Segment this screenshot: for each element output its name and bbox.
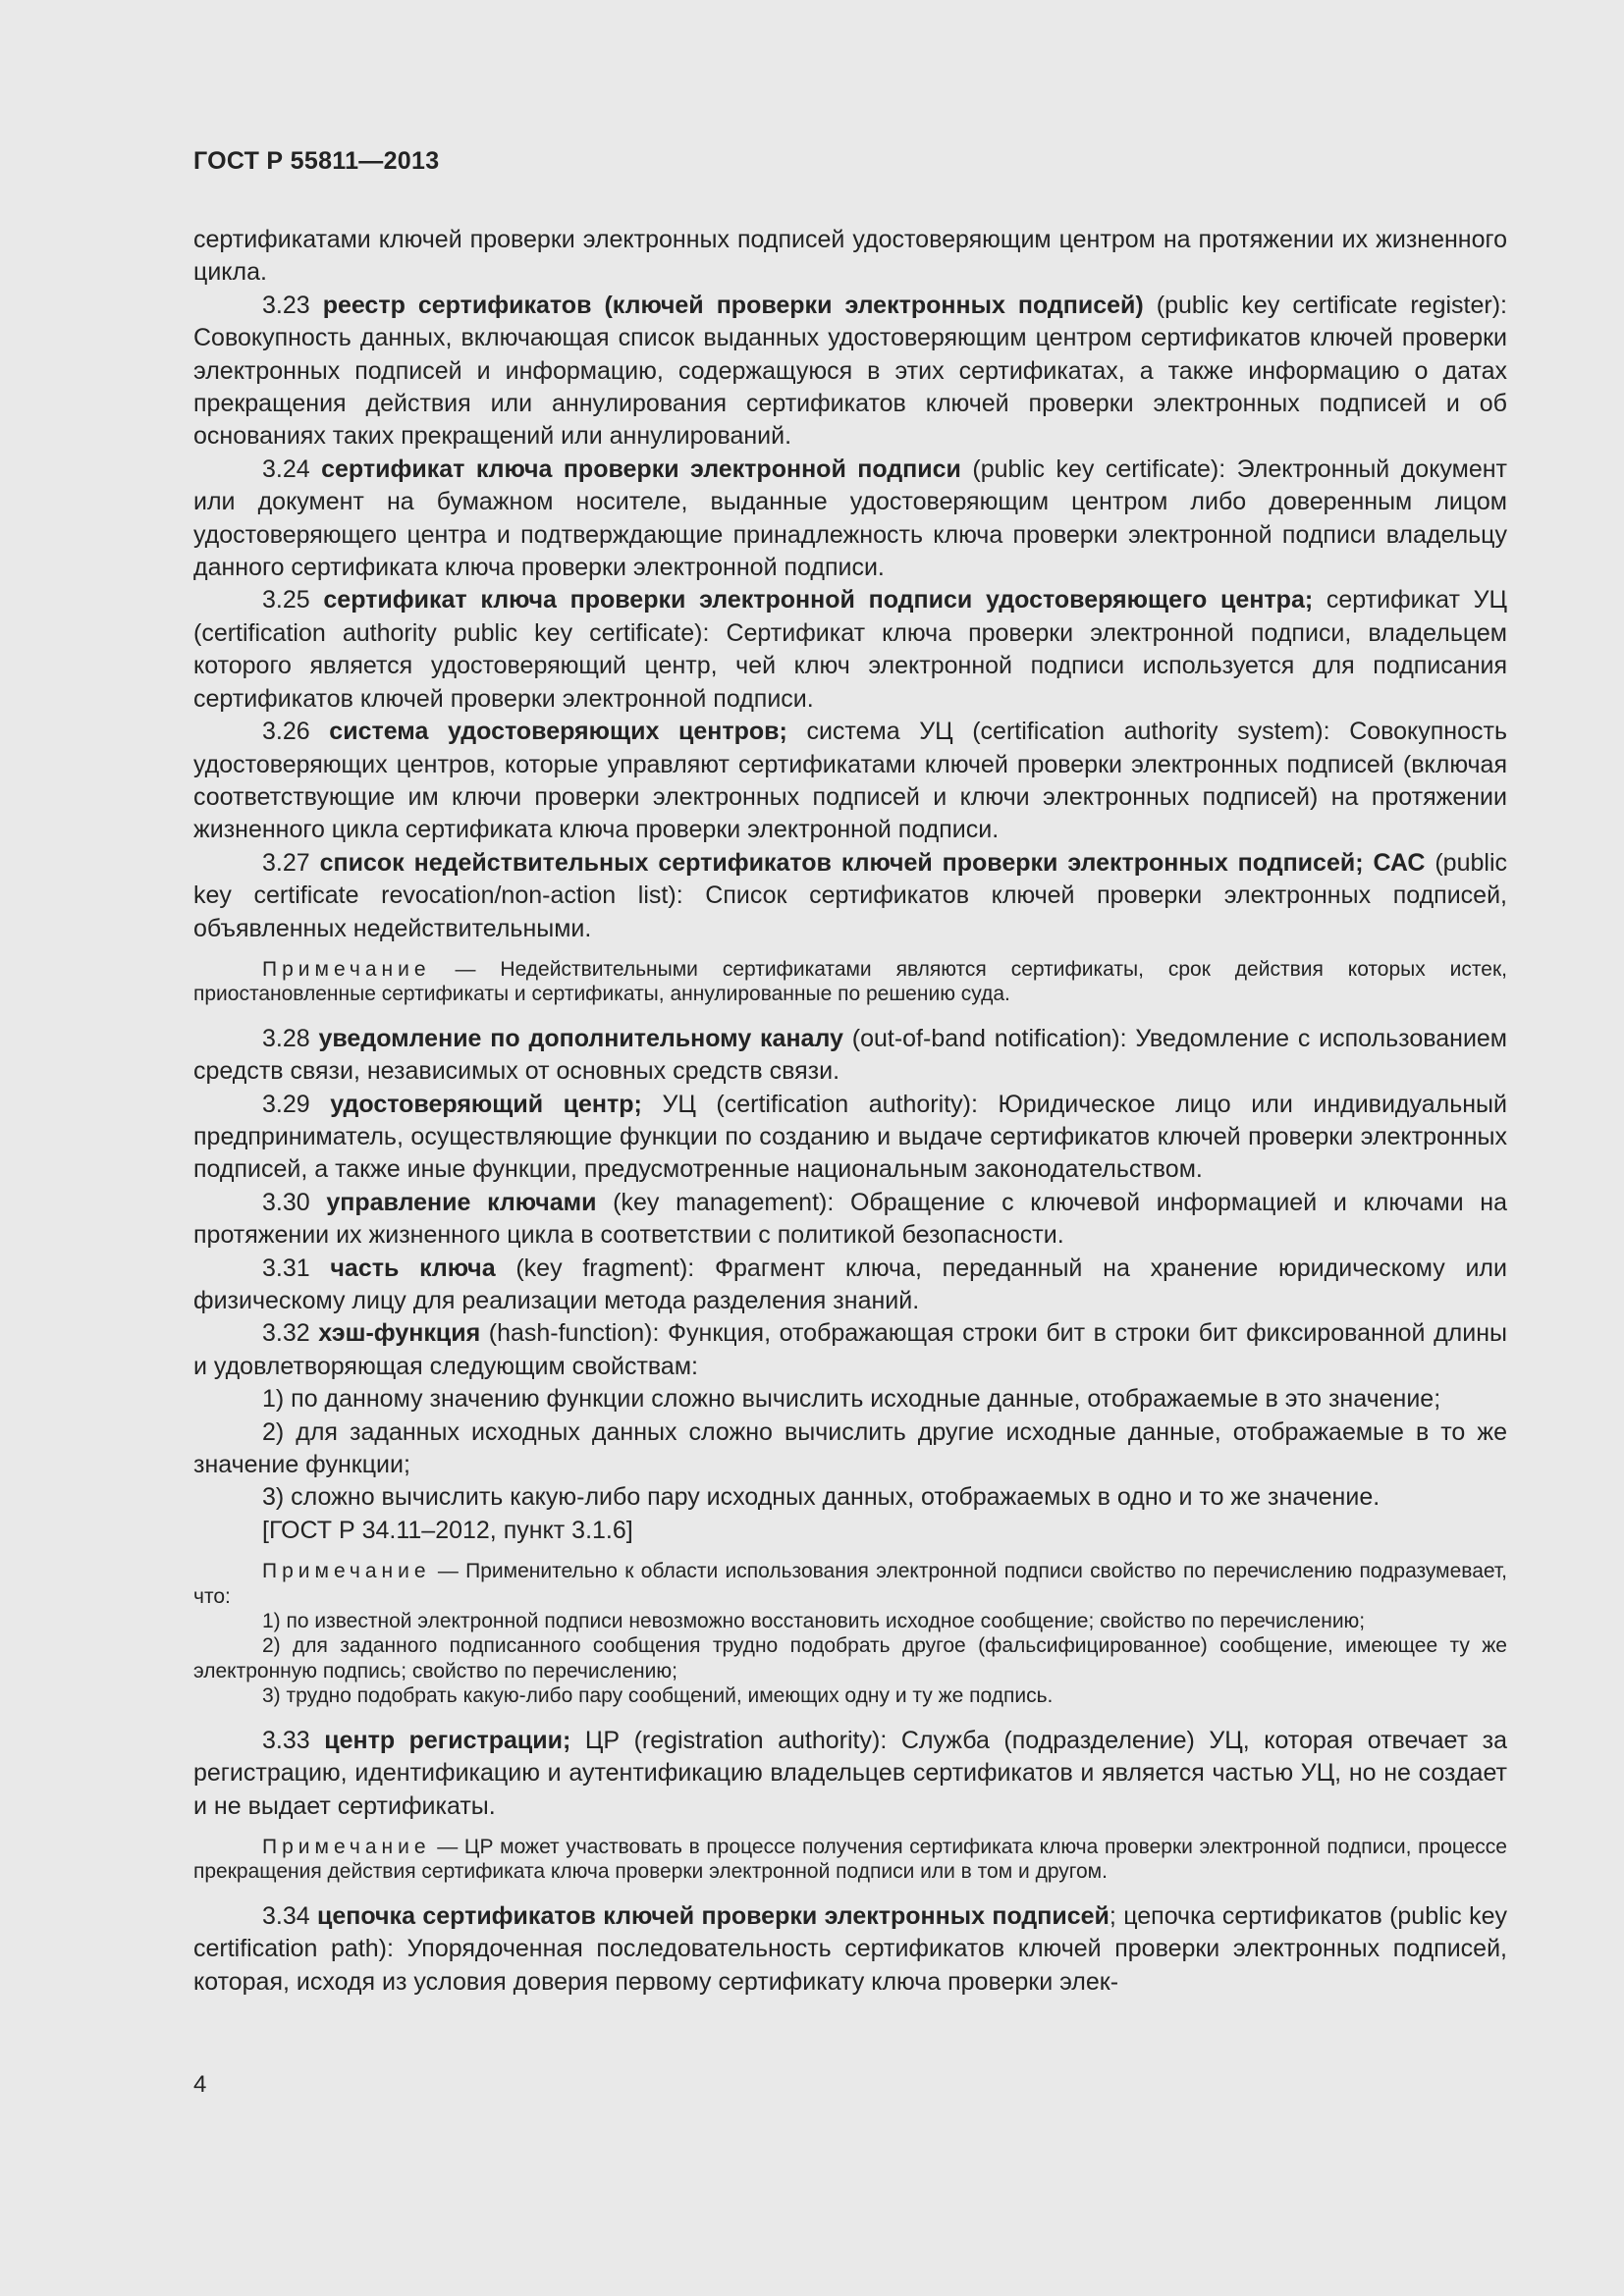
term-bold: цепочка сертификатов ключей проверки электронных подписей [317, 1901, 1110, 1930]
text-run: УЦ (certification authority): Юридическое лицо или индивидуальный предприниматель, осуществляющие функции по созданию и выдаче сертификатов ключей проверки электронных подписей, а также иные функции, предусмотренные национальным законодательством. [193, 1090, 1507, 1184]
term-bold: центр регистрации; [324, 1726, 571, 1754]
note-paragraph [193, 1683, 1507, 1708]
text-run: 3) сложно вычислить какую-либо пару исходных данных, отображаемых в одно и то же значение. [262, 1483, 1380, 1512]
body-paragraph [193, 1900, 1507, 1999]
term-bold: список недействительных сертификатов ключей проверки электронных подписей; САС [319, 848, 1426, 877]
note-paragraph [193, 1609, 1507, 1633]
document-body [193, 224, 1507, 1999]
term-bold: хэш-функция [318, 1319, 481, 1348]
text-run: 3.25 [262, 586, 324, 614]
text-run: (key management): Обращение с ключевой информацией и ключами на протяжении их жизненного цикла в соответствии с политикой безопасности. [193, 1188, 1508, 1250]
text-run: — Недействительными сертификатами являются сертификаты, срок действия которых истек, приостановленные сертификаты и сертификаты, аннулированные по решению суда. [193, 957, 1507, 1006]
term-bold: реестр сертификатов (ключей проверки электронных подписей) [322, 291, 1144, 319]
note-paragraph [193, 957, 1507, 1007]
body-paragraph [193, 1253, 1507, 1318]
note-label: Примечание [262, 1835, 431, 1858]
body-paragraph [193, 1383, 1507, 1415]
body-paragraph [193, 454, 1507, 585]
note-paragraph [193, 1835, 1507, 1885]
note-paragraph [193, 1633, 1507, 1683]
body-paragraph [193, 847, 1507, 945]
text-run: 3.34 [262, 1901, 318, 1930]
text-run: (public key certificate): Электронный документ или документ на бумажном носителе, выданные удостоверяющим центром либо доверенным лицом удостоверяющего центра и подтверждающие принадлежность ключа проверки электронной подписи владельцу данного сертификата ключа проверки электронной подписи. [193, 454, 1507, 582]
text-run: (public key certificate register): Совокупность данных, включающая список выданных удостоверяющим центром сертификатов ключей проверки электронных подписей и информацию, содержащуюся в этих сертификатах, а также информацию о датах прекращения действия или аннулирования сертификатов ключей проверки электронных подписей и об основаниях таких прекращений или аннулирований. [193, 291, 1507, 451]
text-run: (out-of-band notification): Уведомление с использованием средств связи, независимых от основных средств связи. [193, 1024, 1507, 1086]
text-run: — Применительно к области использования электронной подписи свойство по перечислению подразумевает, что: [193, 1560, 1507, 1608]
text-run: 2) для заданных исходных данных сложно вычислить другие исходные данные, отображаемые в то же значение функции; [193, 1417, 1507, 1479]
term-bold: система удостоверяющих центров; [329, 718, 787, 746]
text-run: ; цепочка сертификатов (public key certification path): Упорядоченная последовательность сертификатов ключей проверки электронных подписей, которая, исходя из условия доверия первому сертификату ключа проверки элек- [193, 1901, 1507, 1996]
note-paragraph [193, 1559, 1507, 1609]
text-run: ЦР (registration authority): Служба (подразделение) УЦ, которая отвечает за регистрацию, идентификацию и аутентификацию владельцев сертификатов и является частью УЦ, но не создает и не выдает сертификаты. [193, 1726, 1507, 1820]
text-run: 1) по известной электронной подписи невозможно восстановить исходное сообщение; свойство по перечислению; [262, 1610, 1366, 1633]
text-run: 3.28 [262, 1024, 319, 1052]
note-label: Примечание [262, 957, 431, 981]
body-paragraph [193, 1725, 1507, 1823]
note-block [193, 1835, 1507, 1885]
text-run: 3) трудно подобрать какую-либо пару сообщений, имеющих одну и ту же подпись. [262, 1684, 1054, 1708]
body-paragraph [193, 1187, 1507, 1253]
term-bold: управление ключами [326, 1188, 597, 1216]
body-paragraph [193, 1416, 1507, 1482]
page-number: 4 [193, 2071, 207, 2098]
text-run: 3.26 [262, 718, 330, 746]
body-paragraph [193, 1481, 1507, 1514]
text-run: 3.23 [262, 291, 323, 319]
text-run: 3.29 [262, 1090, 331, 1118]
term-bold: сертификат ключа проверки электронной подписи [321, 454, 961, 483]
text-run: сертификат УЦ (certification authority public key certificate): Сертификат ключа проверки электронной подписи, владельцем которого является удостоверяющий центр, чей ключ электронной подписи используется для подписания сертификатов ключей проверки электронной подписи. [193, 586, 1507, 713]
body-paragraph [193, 1089, 1507, 1187]
text-run: 2) для заданного подписанного сообщения трудно подобрать другое (фальсифицированное) сообщение, имеющее ту же электронную подпись; свойство по перечислению; [193, 1634, 1507, 1682]
term-bold: уведомление по дополнительному каналу [318, 1024, 843, 1052]
note-label: Примечание [262, 1560, 431, 1583]
note-block [193, 957, 1507, 1007]
text-run: 3.30 [262, 1188, 327, 1216]
term-bold: сертификат ключа проверки электронной подписи удостоверяющего центра; [323, 586, 1314, 614]
body-paragraph [193, 1317, 1507, 1383]
text-run: — ЦР может участвовать в процессе получения сертификата ключа проверки электронной подписи, процессе прекращения действия сертификата ключа проверки электронной подписи или в том и другом. [193, 1835, 1507, 1884]
text-run: 3.24 [262, 454, 322, 483]
text-run: сертификатами ключей проверки электронных подписей удостоверяющим центром на протяжении их жизненного цикла. [193, 226, 1507, 287]
text-run: 3.33 [262, 1726, 325, 1754]
text-run: 3.32 [262, 1319, 319, 1348]
note-block [193, 1559, 1507, 1708]
text-run: (public key certificate revocation/non-action list): Список сертификатов ключей проверки электронных подписей, объявленных недействительными. [193, 848, 1508, 942]
body-paragraph [193, 1023, 1507, 1089]
body-paragraph [193, 290, 1507, 454]
body-paragraph [193, 224, 1507, 290]
document-header: ГОСТ Р 55811—2013 [193, 147, 440, 175]
term-bold: удостоверяющий центр; [330, 1090, 642, 1118]
text-run: (hash-function): Функция, отображающая строки бит в строки бит фиксированной длины и удовлетворяющая следующим свойствам: [193, 1319, 1507, 1380]
text-run: 3.27 [262, 848, 320, 877]
body-paragraph [193, 716, 1507, 847]
body-paragraph [193, 584, 1507, 716]
text-run: [ГОСТ Р 34.11–2012, пункт 3.1.6] [262, 1516, 633, 1544]
text-run: 1) по данному значению функции сложно вычислить исходные данные, отображаемые в это значение; [262, 1385, 1441, 1414]
text-run: 3.31 [262, 1254, 331, 1282]
term-bold: часть ключа [330, 1254, 496, 1282]
body-paragraph [193, 1515, 1507, 1547]
text-run: система УЦ (certification authority system): Совокупность удостоверяющих центров, которые управляют сертификатами ключей проверки электронных подписей (включая соответствующие им ключи проверки электронных подписей и ключи электронных подписей) на протяжении жизненного цикла сертификата ключа проверки электронной подписи. [193, 718, 1507, 844]
text-run: (key fragment): Фрагмент ключа, переданный на хранение юридическому или физическому лицу для реализации метода разделения знаний. [193, 1254, 1507, 1314]
